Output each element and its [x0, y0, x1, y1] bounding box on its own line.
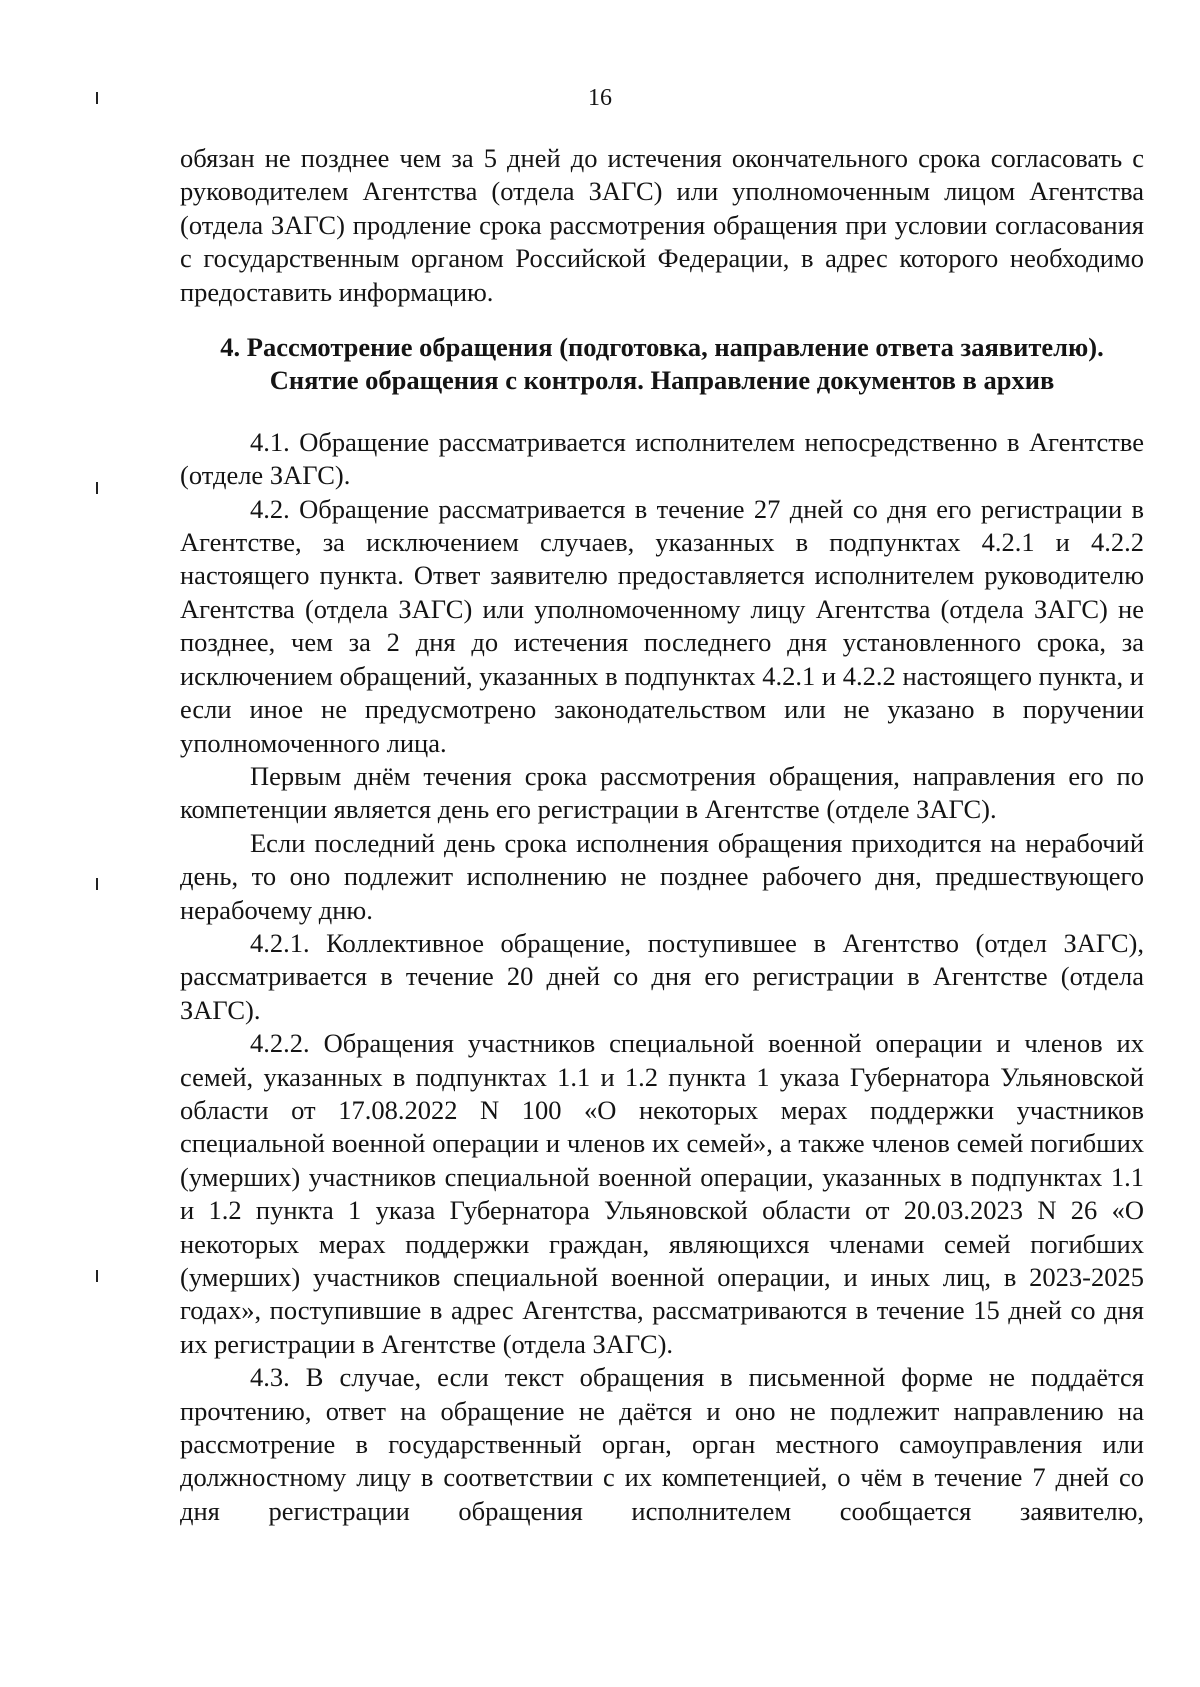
paragraph-nonworking-day: Если последний день срока исполнения обращения приходится на нерабочий день, то оно подлежит исполнению не позднее рабочего дня, предшествующего нерабочему дню.: [180, 827, 1144, 925]
paragraph-4-2-2: 4.2.2. Обращения участников специальной военной операции и членов их семей, указанных в подпунктах 1.1 и 1.2 пункта 1 указа Губернатора Ульяновской области от 17.08.2022 N 100 «О некоторых мерах поддержки участников специальной военной операции и членов их семей», а также членов семей погибших (умерших) участников специальной военной операции, указанных в подпунктах 1.1 и 1.2 пункта 1 указа Губернатора Ульяновской области от 20.03.2023 N 26 «О некоторых мерах поддержки граждан, являющихся членами семей погибших (умерших) участников специальной военной операции, и иных лиц, в 2023-2025 годах», поступившие в адрес Агентства, рассматриваются в течение 15 дней со дня их регистрации в Агентстве (отдела ЗАГС).: [180, 1028, 1144, 1359]
document-body: [180, 142, 1144, 1528]
section-heading-line-2: Снятие обращения с контроля. Направление документов в архив: [269, 365, 1055, 396]
paragraph-4-2: 4.2. Обращение рассматривается в течение 27 дней со дня его регистрации в Агентстве, за исключением случаев, указанных в подпунктах 4.2.1 и 4.2.2 настоящего пункта. Ответ заявителю предоставляется исполнителем руководителю Агентства (отдела ЗАГС) или уполномоченному лицу Агентства (отдела ЗАГС) не позднее, чем за 2 дня до истечения последнего дня установленного срока, за исключением обращений, указанных в подпунктах 4.2.1 и 4.2.2 настоящего пункта, и если иное не предусмотрено законодательством или не указано в поручении уполномоченного лица.: [180, 493, 1144, 758]
paragraph-first-day: Первым днём течения срока рассмотрения обращения, направления его по компетенции является день его регистрации в Агентстве (отделе ЗАГС).: [180, 760, 1144, 825]
section-heading-line-1: 4. Рассмотрение обращения (подготовка, направление ответа заявителю).: [220, 332, 1104, 363]
binding-hole-mark: [96, 1270, 98, 1282]
paragraph-4-1: 4.1. Обращение рассматривается исполнителем непосредственно в Агентстве (отделе ЗАГС).: [180, 426, 1144, 491]
section-heading: [180, 331, 1144, 398]
binding-hole-mark: [96, 482, 98, 494]
page-number: 16: [588, 85, 612, 111]
binding-hole-mark: [96, 878, 98, 890]
paragraph-continuation: обязан не позднее чем за 5 дней до истечения окончательного срока согласовать с руководителем Агентства (отдела ЗАГС) или уполномоченным лицом Агентства (отдела ЗАГС) продление срока рассмотрения обращения при условии согласования с государственным органом Российской Федерации, в адрес которого необходимо предоставить информацию.: [180, 143, 1144, 307]
paragraph-4-3: 4.3. В случае, если текст обращения в письменной форме не поддаётся прочтению, ответ на обращение не даётся и оно не подлежит направлению на рассмотрение в государственный орган, орган местного самоуправления или должностному лицу в соответствии с их компетенцией, о чём в течение 7 дней со дня регистрации обращения исполнителем сообщается заявителю,: [180, 1362, 1144, 1526]
paragraph-4-2-1: 4.2.1. Коллективное обращение, поступившее в Агентство (отдел ЗАГС), рассматривается в течение 20 дней со дня его регистрации в Агентстве (отдела ЗАГС).: [180, 927, 1144, 1025]
